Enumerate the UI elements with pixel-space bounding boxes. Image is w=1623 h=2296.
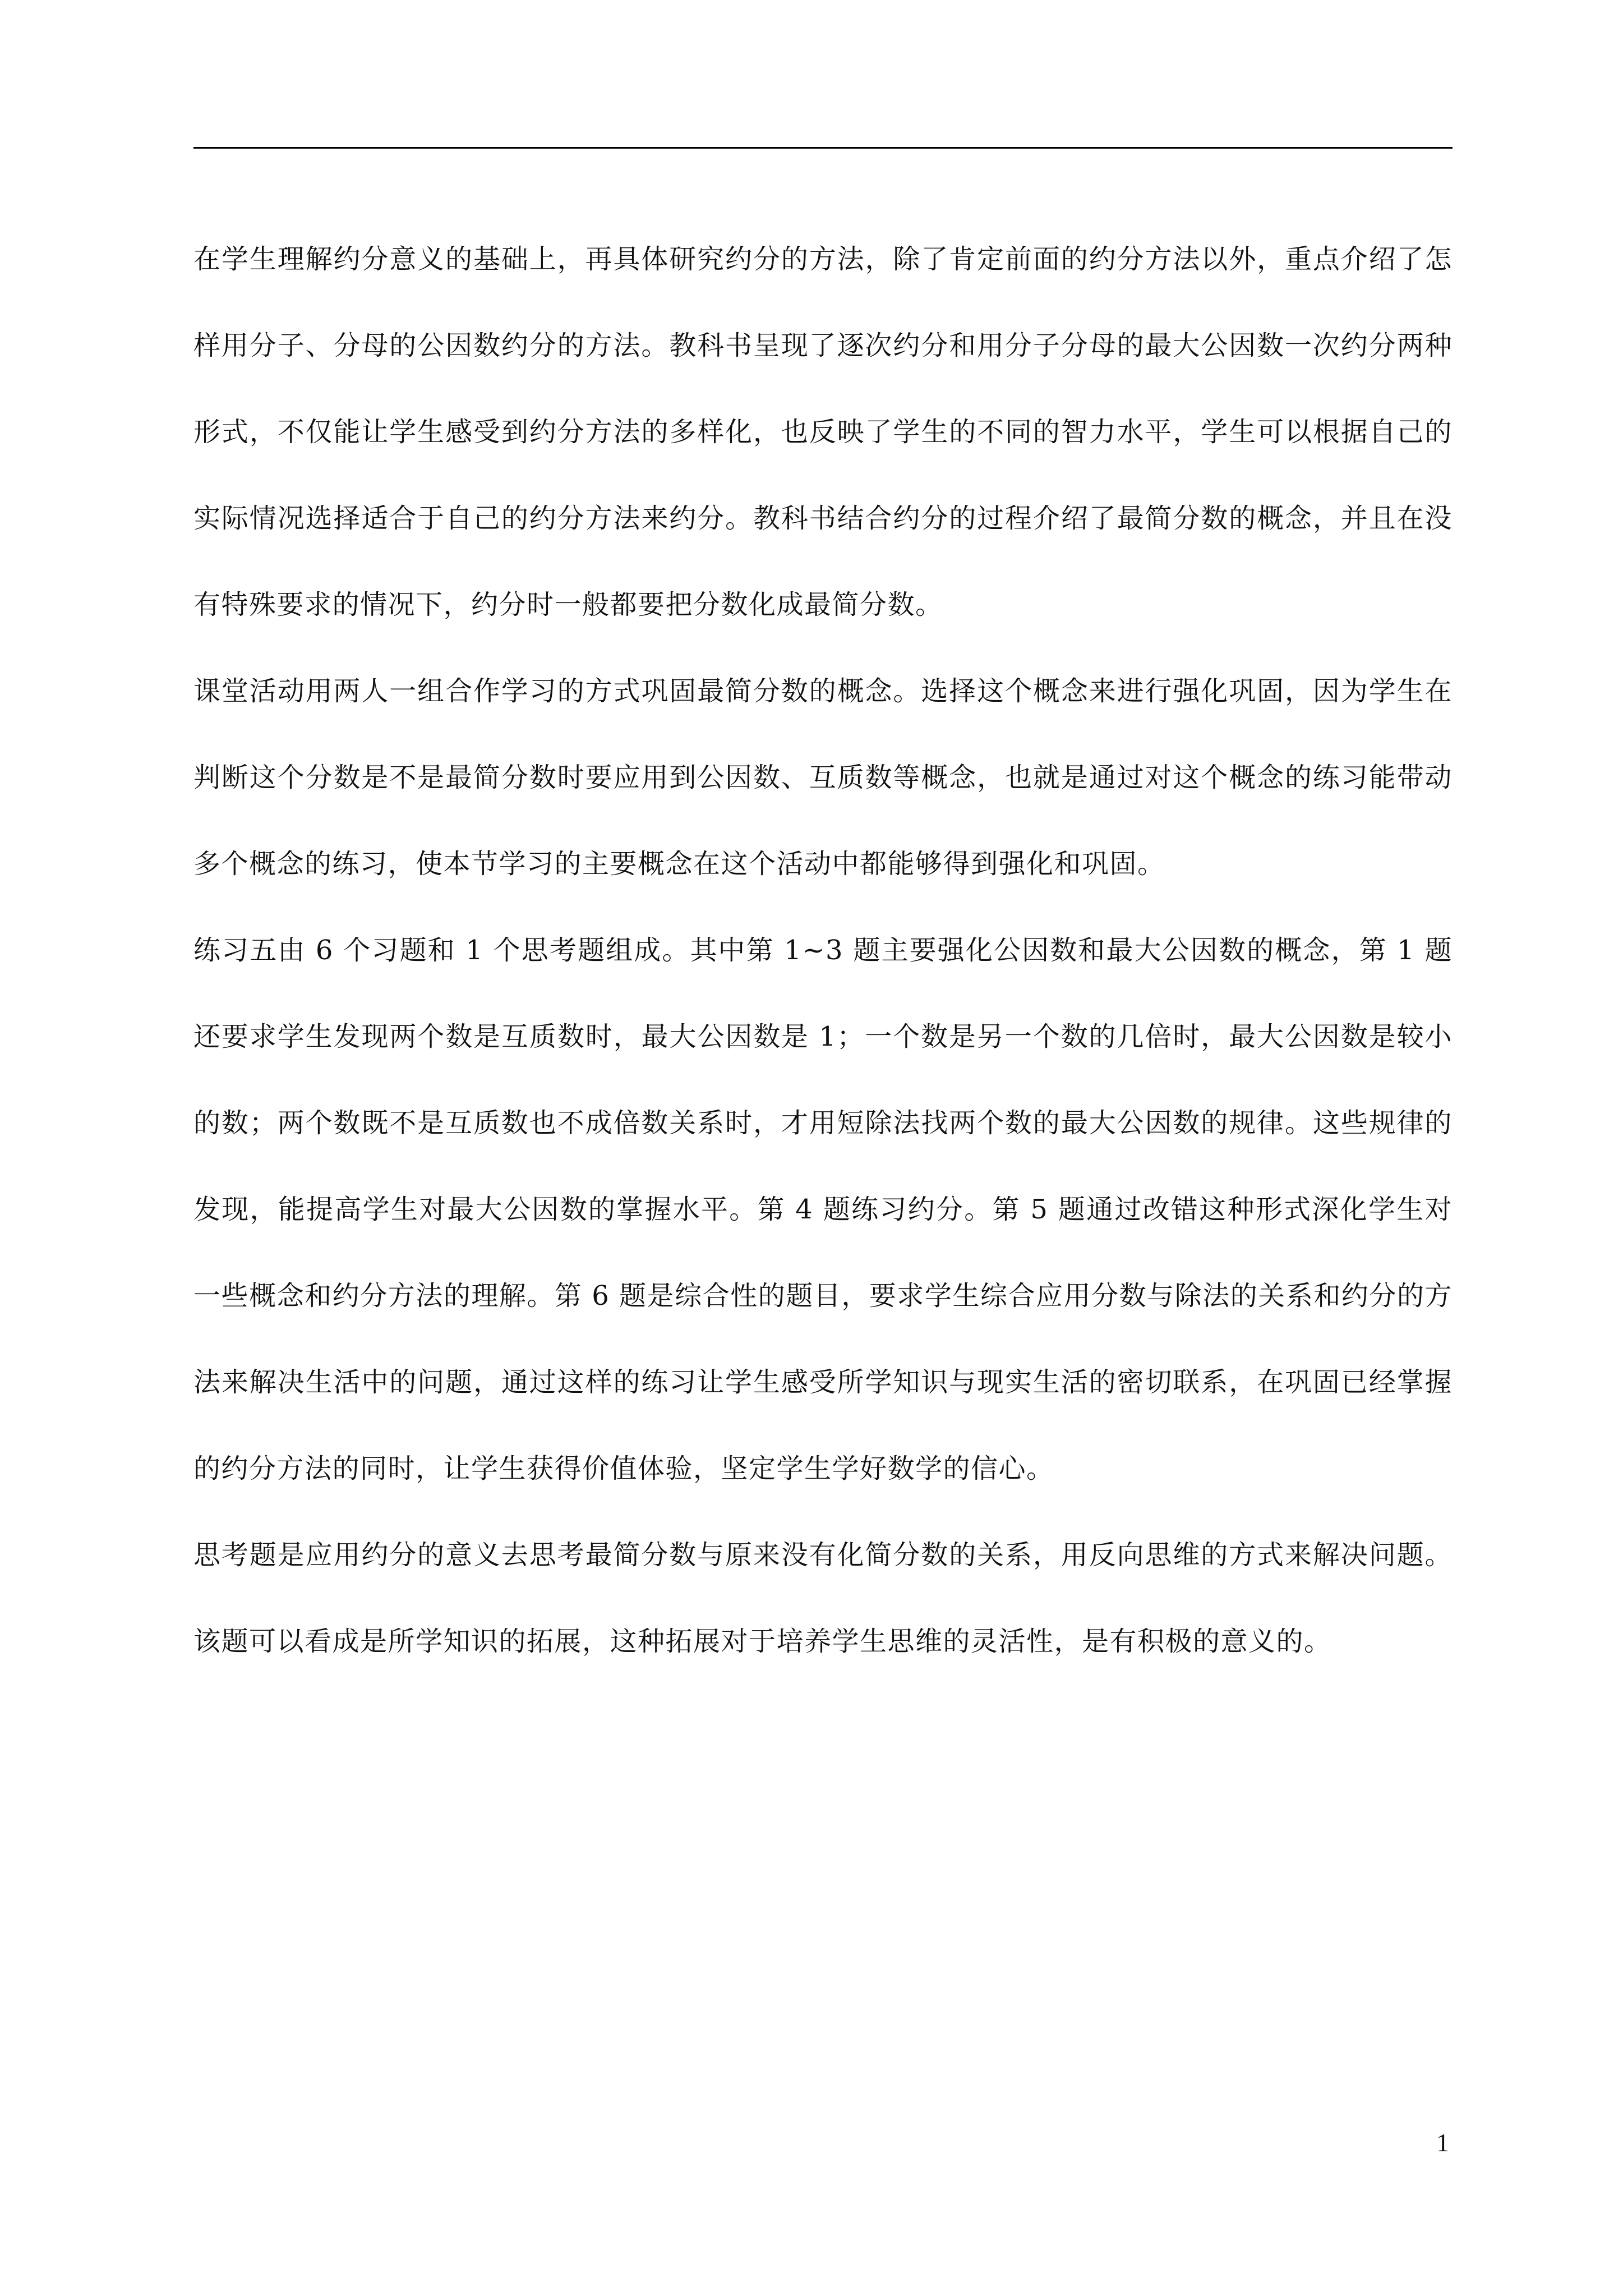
paragraph-3: 练习五由 6 个习题和 1 个思考题组成。其中第 1~3 题主要强化公因数和最大公因数的概念，第 1 题还要求学生发现两个数是互质数时，最大公因数是 1；一个数是另一个数的几倍时，最大公因数是较小的数；两个数既不是互质数也不成倍数关系时，才用短除法找两个数的最大公因数的规律。这些规律的发现，能提高学生对最大公因数的掌握水平。第 4 题练习约分。第 5 题通过改错这种形式深化学生对一些概念和约分方法的理解。第 6 题是综合性的题目，要求学生综合应用分数与除法的关系和约分的方法来解决生活中的问题，通过这样的练习让学生感受所学知识与现实生活的密切联系，在巩固已经掌握的约分方法的同时，让学生获得价值体验，坚定学生学好数学的信心。 [193, 935, 1453, 1484]
paragraph-4: 思考题是应用约分的意义去思考最简分数与原来没有化简分数的关系，用反向思维的方式来解决问题。该题可以看成是所学知识的拓展，这种拓展对于培养学生思维的灵活性，是有积极的意义的。 [193, 1539, 1453, 1657]
page-number: 1 [1436, 2128, 1449, 2157]
document-body [193, 216, 1453, 1685]
paragraph-2: 课堂活动用两人一组合作学习的方式巩固最简分数的概念。选择这个概念来进行强化巩固，因为学生在判断这个分数是不是最简分数时要应用到公因数、互质数等概念，也就是通过对这个概念的练习能带动多个概念的练习，使本节学习的主要概念在这个活动中都能够得到强化和巩固。 [193, 675, 1453, 880]
header-rule [193, 147, 1453, 149]
paragraph-1: 在学生理解约分意义的基础上，再具体研究约分的方法，除了肯定前面的约分方法以外，重点介绍了怎样用分子、分母的公因数约分的方法。教科书呈现了逐次约分和用分子分母的最大公因数一次约分两种形式，不仅能让学生感受到约分方法的多样化，也反映了学生的不同的智力水平，学生可以根据自己的实际情况选择适合于自己的约分方法来约分。教科书结合约分的过程介绍了最简分数的概念，并且在没有特殊要求的情况下，约分时一般都要把分数化成最简分数。 [193, 243, 1453, 620]
